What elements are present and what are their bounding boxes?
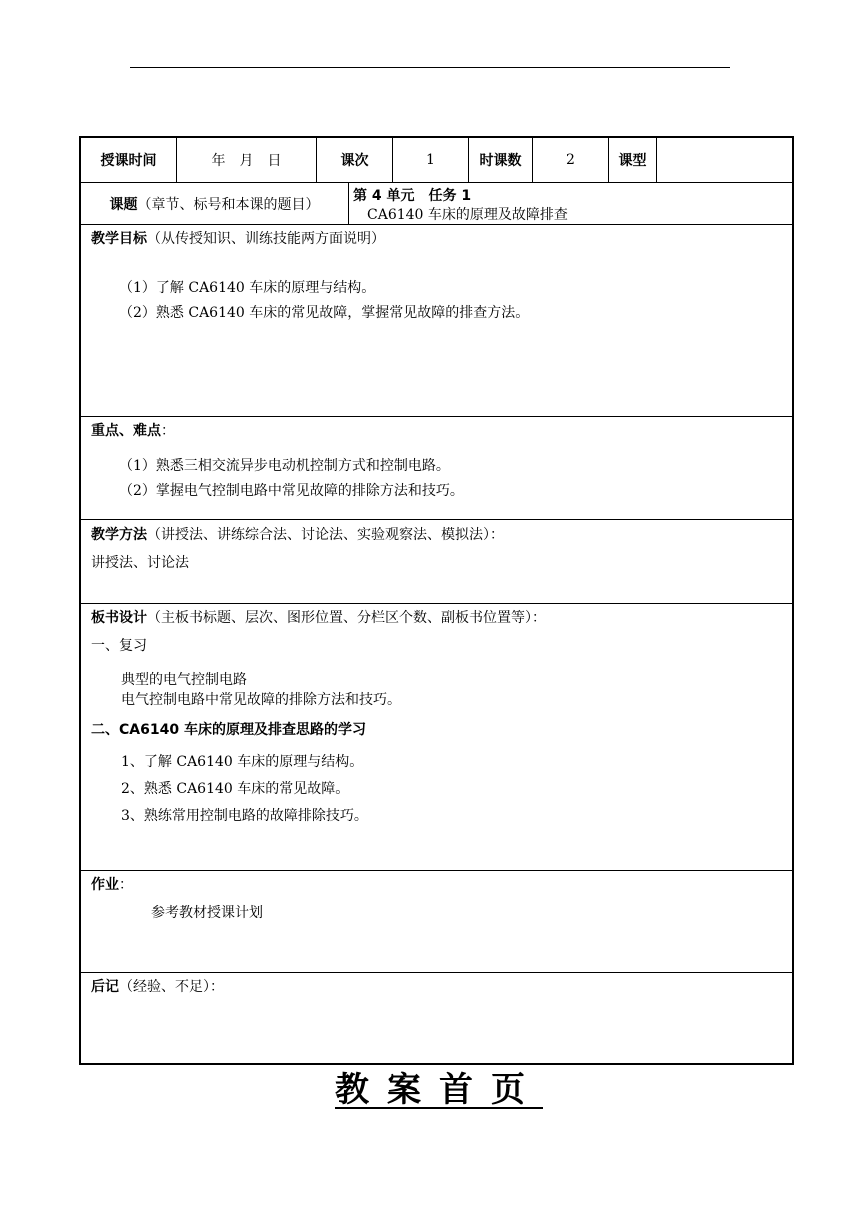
session-label: 课次 — [317, 138, 393, 182]
homework-row — [81, 871, 792, 973]
board-section1-title: 一、复习 — [91, 638, 147, 654]
postscript-label-line — [91, 976, 224, 996]
key-points-label: 重点、难点 — [91, 423, 161, 439]
type-value[interactable] — [657, 138, 792, 182]
board-section2-item: 3、熟练常用控制电路的故障排除技巧。 — [121, 808, 368, 824]
key-point-item: （2）掌握电气控制电路中常见故障的排除方法和技巧。 — [119, 483, 464, 499]
header-row — [81, 138, 792, 183]
date-field[interactable]: 年 月 日 — [177, 138, 317, 182]
page-title — [0, 1062, 860, 1111]
methods-row — [81, 520, 792, 604]
type-label: 课型 — [609, 138, 657, 182]
homework-label: 作业 — [91, 877, 119, 893]
methods-label: 教学方法 — [91, 527, 147, 543]
homework-label-line — [91, 874, 133, 894]
methods-label-line — [91, 524, 504, 544]
session-value[interactable]: 1 — [393, 138, 469, 182]
key-points-label-line — [91, 420, 175, 440]
key-points-label-note: ： — [161, 423, 175, 439]
objective-item: （1）了解 CA6140 车床的原理与结构。 — [119, 280, 376, 296]
board-section1-item: 电气控制电路中常见故障的排除方法和技巧。 — [121, 692, 401, 708]
board-section2-item: 1、了解 CA6140 车床的原理与结构。 — [121, 754, 364, 770]
methods-value: 讲授法、讨论法 — [91, 555, 189, 571]
objectives-label-note: （从传授知识、训练技能两方面说明） — [147, 231, 385, 247]
topic-unit: 第 4 单元 任务 1 — [353, 188, 472, 204]
topic-row — [81, 183, 792, 225]
board-label-note: （主板书标题、层次、图形位置、分栏区个数、副板书位置等）： — [147, 610, 546, 626]
board-label-line — [91, 607, 546, 627]
topic-label-cell — [81, 183, 349, 224]
board-label: 板书设计 — [91, 610, 147, 626]
objectives-label-line — [91, 228, 385, 248]
board-row — [81, 604, 792, 871]
header-rule — [130, 67, 730, 68]
postscript-label-note: （经验、不足）： — [119, 979, 224, 995]
topic-label-note: （章节、标号和本课的题目） — [137, 196, 320, 213]
postscript-label: 后记 — [91, 979, 119, 995]
postscript-row — [81, 973, 792, 1063]
hours-value[interactable]: 2 — [533, 138, 609, 182]
board-section1-item: 典型的电气控制电路 — [121, 672, 247, 688]
time-label: 授课时间 — [81, 138, 177, 182]
page-title-text: 教案首页 — [335, 1070, 543, 1110]
homework-label-note: ： — [119, 877, 133, 893]
objectives-label: 教学目标 — [91, 231, 147, 247]
key-point-item: （1）熟悉三相交流异步电动机控制方式和控制电路。 — [119, 458, 450, 474]
homework-value: 参考教材授课计划 — [151, 905, 263, 921]
board-section2-item: 2、熟悉 CA6140 车床的常见故障。 — [121, 781, 350, 797]
lesson-plan-table — [79, 136, 794, 1065]
topic-label: 课题 — [109, 196, 138, 213]
hours-label: 时课数 — [469, 138, 533, 182]
objective-item: （2）熟悉 CA6140 车床的常见故障，掌握常见故障的排查方法。 — [119, 305, 530, 321]
board-section2-title: 二、CA6140 车床的原理及排查思路的学习 — [91, 722, 366, 738]
objectives-row — [81, 225, 792, 417]
methods-label-note: （讲授法、讲练综合法、讨论法、实验观察法、模拟法）： — [147, 527, 504, 543]
key-points-row — [81, 417, 792, 520]
topic-title: CA6140 车床的原理及故障排查 — [367, 207, 568, 223]
